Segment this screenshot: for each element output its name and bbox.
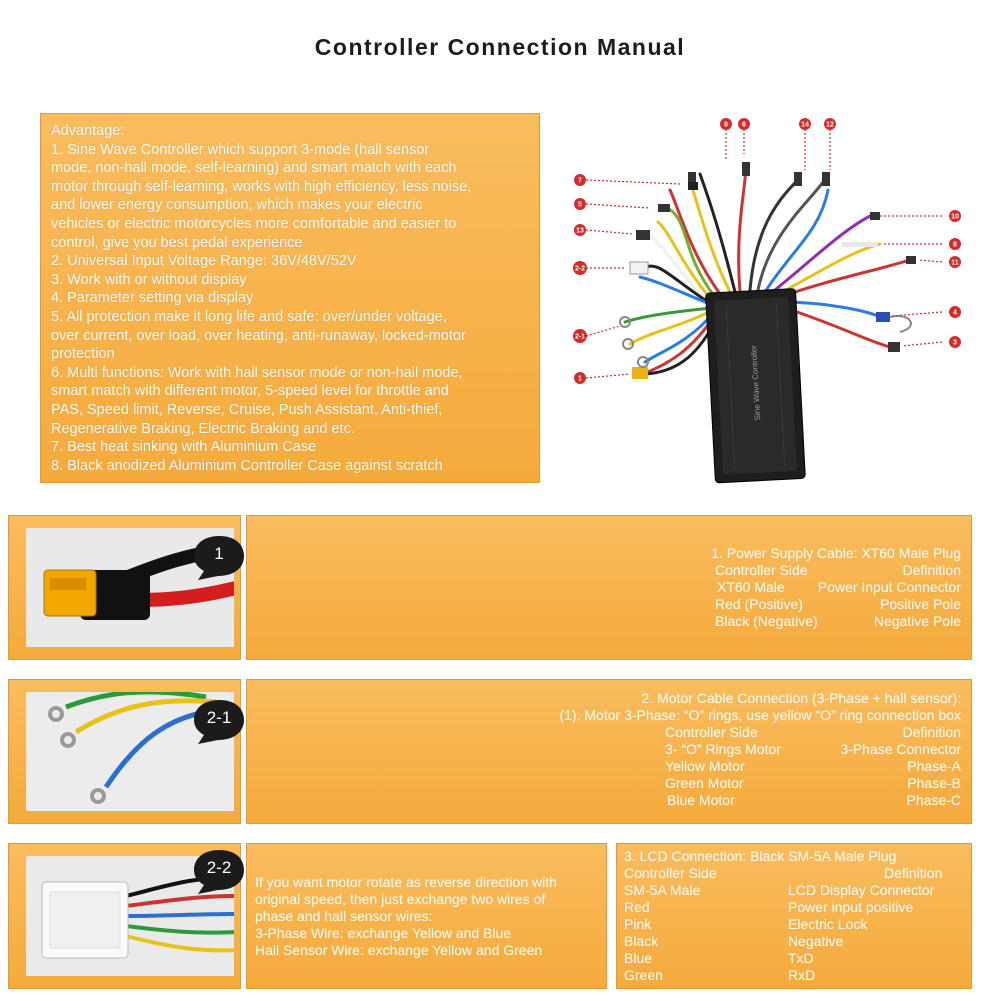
controller-side: Controller Side <box>715 562 808 578</box>
advantage-line: 4. Parameter setting via display <box>51 290 254 307</box>
advantage-line: 5. All protection make it long life and safe: over/under voltage, <box>51 308 447 325</box>
motor-cable-panel <box>246 679 972 824</box>
advantage-line: control, give you best pedal experience <box>51 234 303 251</box>
badge-label: 2-1 <box>206 708 232 727</box>
callout-label: 9 <box>724 121 728 129</box>
controller-wiring-diagram <box>570 112 970 492</box>
advantage-line: vehicles or electric motorcycles more comfortable and easier to <box>51 215 457 232</box>
table-row <box>665 724 961 741</box>
instruction-line: phase and hall sensor wires: <box>255 908 433 924</box>
case-label: Sine Wave Controller <box>749 344 763 421</box>
controller-side: Red (Positive) <box>715 596 803 612</box>
controller-side: SM-5A Male <box>624 882 701 898</box>
controller-side: Green Motor <box>665 775 744 791</box>
callout-label: 6 <box>742 121 746 129</box>
definition: Power Input Connector <box>817 579 961 595</box>
callout-label: 4 <box>953 309 957 317</box>
table-row <box>665 758 961 775</box>
callout-label: 8 <box>953 241 957 249</box>
table-row <box>624 933 942 950</box>
advantage-line: smart match with different motor, 5-speed level for throttle and <box>51 383 449 400</box>
callout-label: 12 <box>826 121 834 129</box>
section-heading: 2. Motor Cable Connection (3-Phase + hall sensor): <box>641 690 961 706</box>
controller-side: Green <box>624 967 663 983</box>
instruction-line: Hall Sensor Wire: exchange Yellow and Green <box>255 942 543 958</box>
definition: Phase-A <box>907 758 961 774</box>
controller-side: Blue Motor <box>667 792 735 808</box>
hall-plug-photo-panel <box>8 843 241 989</box>
advantage-line: 1. Sine Wave Controller which support 3-mode (hall sensor <box>51 141 430 158</box>
section-subheading: (1). Motor 3-Phase: “O” rings, use yellow “O” ring connection box <box>559 707 961 723</box>
advantage-line: motor through self-learning, works with high efficiency, less noise, <box>51 178 472 195</box>
definition: Negative <box>788 933 844 949</box>
definition: Positive Pole <box>880 596 961 612</box>
advantage-line: mode, non-hall mode, self-learning) and smart match with each <box>51 160 457 177</box>
table-row <box>624 967 942 984</box>
callout-label: 11 <box>951 259 959 267</box>
section-heading: 3. LCD Connection: Black SM-5A Male Plug <box>624 848 897 864</box>
table-row <box>624 916 942 933</box>
page-title: Controller Connection Manual <box>314 34 686 60</box>
instruction-line: If you want motor rotate as reverse direction with <box>255 874 557 890</box>
instruction-line: 3-Phase Wire: exchange Yellow and Blue <box>255 925 512 941</box>
table-row <box>624 899 942 916</box>
advantage-line: 6. Multi functions: Work with hall sensor mode or non-hall mode, <box>51 364 463 381</box>
definition: Phase-C <box>906 792 961 808</box>
controller-side: Controller Side <box>624 865 717 881</box>
definition: 3-Phase Connector <box>840 741 961 757</box>
badge-label: 2-2 <box>206 858 232 877</box>
controller-side: Blue <box>624 950 653 966</box>
advantage-line: over current, over load, over heating, anti-runaway, locked-motor <box>51 327 466 344</box>
controller-side: 3- “O” Rings Motor <box>665 741 781 757</box>
advantage-box <box>40 113 540 483</box>
table-row <box>624 865 942 882</box>
controller-side: Red <box>624 899 650 915</box>
callout-label: 2-2 <box>574 265 586 273</box>
definition: Negative Pole <box>873 613 961 629</box>
callout-label: 10 <box>951 213 959 221</box>
callout-label: 2-1 <box>574 333 586 341</box>
instruction-line: original speed, then just exchange two wires of <box>255 891 546 907</box>
controller-side: Pink <box>624 916 652 932</box>
callout-label: 1 <box>578 375 582 383</box>
controller-side: Black (Negative) <box>715 613 818 629</box>
callout-label: 13 <box>576 227 584 235</box>
table-row <box>665 741 961 758</box>
advantage-line: Regenerative Braking, Electric Braking and etc. <box>51 420 355 437</box>
callout-label: 5 <box>578 201 582 209</box>
definition: LCD Display Connector <box>788 882 935 898</box>
power-supply-panel <box>246 515 972 660</box>
definition: RxD <box>788 967 816 983</box>
advantage-line: PAS, Speed limit, Reverse, Cruise, Push Assistant, Anti-thief, <box>51 401 443 418</box>
table-row <box>624 882 942 899</box>
callout-label: 7 <box>578 177 582 185</box>
definition: Definition <box>884 865 943 881</box>
definition: Phase-B <box>907 775 961 791</box>
table-row <box>665 775 961 792</box>
advantage-line: 8. Black anodized Aluminium Controller Case against scratch <box>51 457 443 474</box>
advantage-line: and lower energy consumption, which makes your electric <box>51 197 423 214</box>
callout-label: 14 <box>801 121 809 129</box>
badge-label: 1 <box>214 544 224 563</box>
lcd-connection-panel <box>616 843 972 989</box>
advantage-line: 3. Work with or without display <box>51 271 247 288</box>
controller-side: XT60 Male <box>717 579 785 595</box>
step-badge <box>192 534 246 582</box>
definition: Power input positive <box>788 899 914 915</box>
definition: Electric Lock <box>788 916 868 932</box>
advantage-line: Advantage: <box>51 123 125 139</box>
advantage-line: protection <box>51 346 115 363</box>
section-heading: 1. Power Supply Cable: XT60 Male Plug <box>711 545 961 561</box>
table-row <box>624 950 942 967</box>
reverse-direction-panel <box>246 843 607 989</box>
controller-side: Controller Side <box>665 724 758 740</box>
definition: Definition <box>902 562 961 578</box>
definition: Definition <box>902 724 961 740</box>
definition: TxD <box>788 950 814 966</box>
table-row <box>701 596 961 613</box>
xt60-photo-panel <box>8 515 241 660</box>
table-row <box>701 562 961 579</box>
step-badge <box>192 698 246 746</box>
advantage-line: 7. Best heat sinking with Aluminium Case <box>51 439 317 456</box>
table-row <box>701 613 961 630</box>
callout-label: 3 <box>953 339 957 347</box>
advantage-line: 2. Universal Input Voltage Range: 36V/48V/52V <box>51 253 357 270</box>
table-row <box>665 792 961 809</box>
step-badge <box>192 848 246 896</box>
controller-side: Black <box>624 933 659 949</box>
motor-rings-photo-panel <box>8 679 241 824</box>
controller-side: Yellow Motor <box>665 758 745 774</box>
table-row <box>701 579 961 596</box>
